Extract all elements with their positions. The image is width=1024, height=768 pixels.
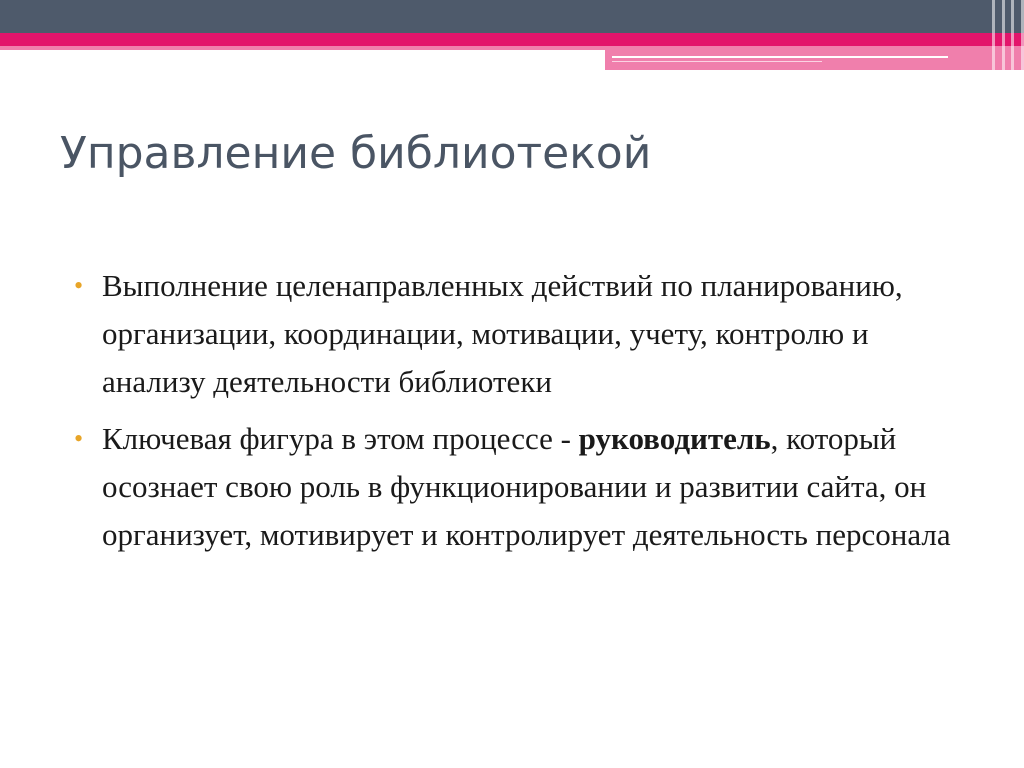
bullet-item	[72, 262, 972, 406]
bullet-item	[72, 415, 972, 559]
bullet-text-lead: Ключевая фигура в этом процессе -	[102, 421, 579, 456]
bullet-list	[72, 262, 972, 568]
header-stripe	[1002, 0, 1005, 70]
header-pink-step	[605, 46, 1024, 70]
bullet-dot-icon: •	[74, 424, 84, 453]
header-stripes	[992, 0, 1024, 70]
bullet-text-bold: руководитель	[578, 421, 771, 456]
header-divider-line-thin	[612, 61, 822, 62]
slide-title: Управление библиотекой	[60, 128, 652, 179]
header-dark-band	[0, 0, 1024, 33]
header-divider-line	[612, 56, 948, 58]
bullet-text-rest: , который осознает свою роль в функционировании и развитии сайта, он организует, мотивирует и контролирует деятельность персонала	[102, 421, 951, 552]
header-pink-band	[0, 33, 1024, 46]
header-pink-light-band	[0, 46, 605, 50]
bullet-dot-icon: •	[74, 271, 84, 300]
bullet-text: Выполнение целенаправленных действий по планированию, организации, координации, мотивации, учету, контролю и анализу деятельности библиотеки	[102, 268, 903, 399]
header-stripe	[992, 0, 995, 70]
header-stripe	[1011, 0, 1014, 70]
